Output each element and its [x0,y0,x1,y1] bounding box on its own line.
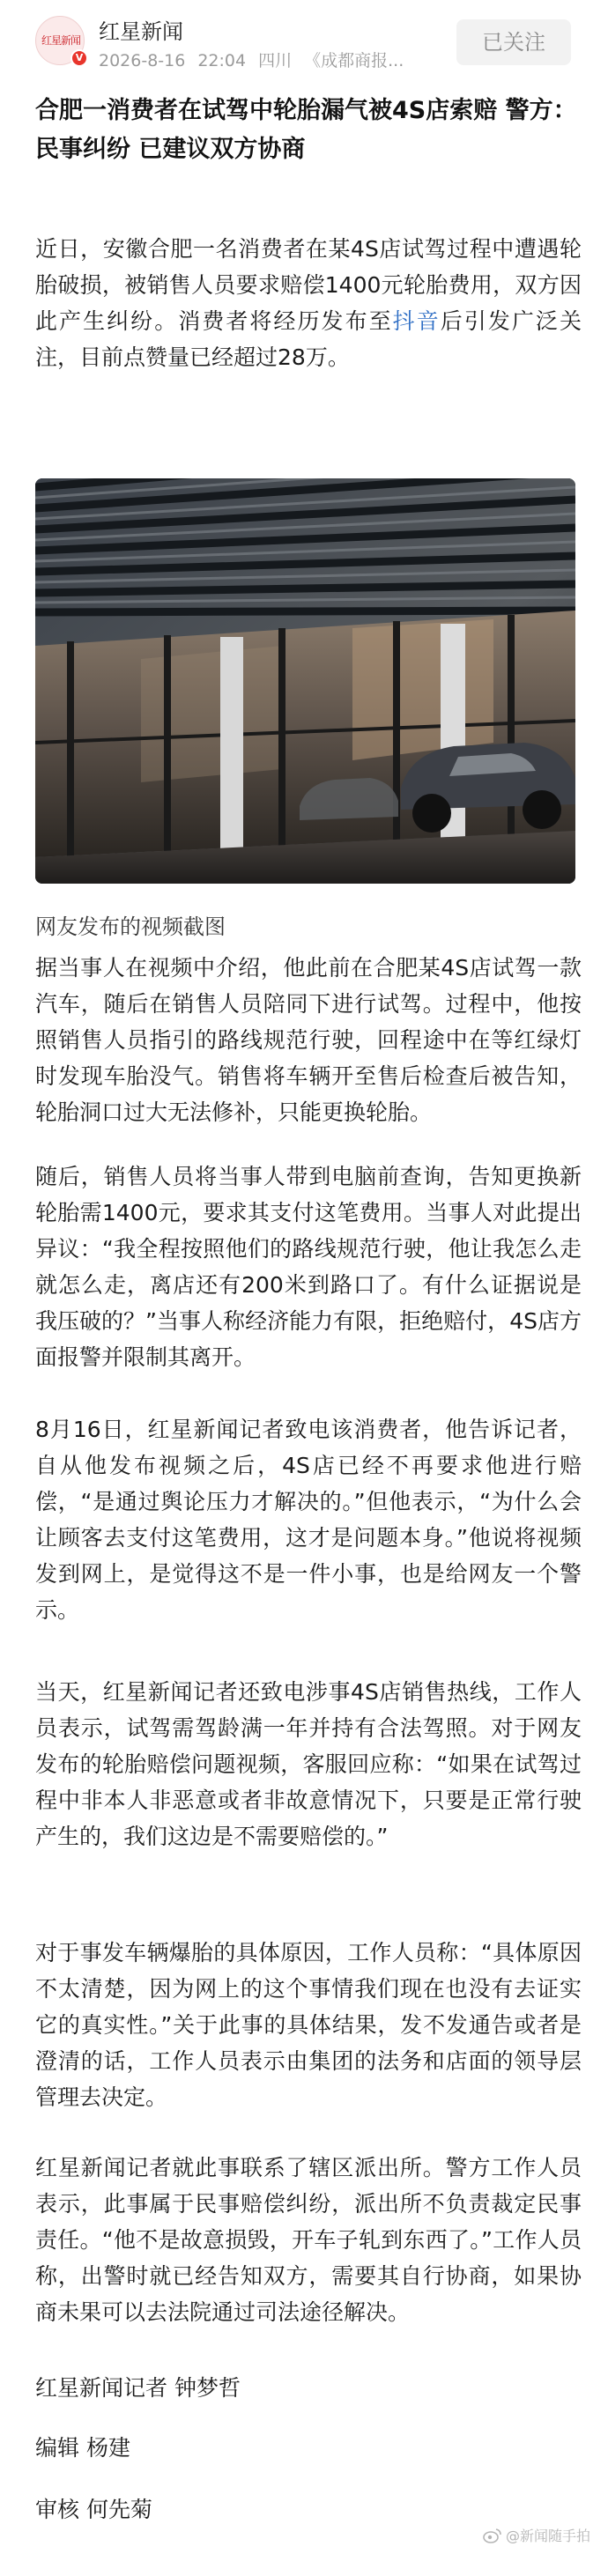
verified-badge-icon: V [70,49,88,67]
avatar-logo-text: 红星新闻 [41,34,80,47]
weibo-icon [483,2528,502,2543]
paragraph-2: 随后，销售人员将当事人带到电脑前查询，告知更换新轮胎需1400元，要求其支付这笔费用。当事人对此提出异议：“我全程按照他们的路线规范行驶，他让我怎么走就怎么走，离店还有200米到路口了。有什么证据说是我压破的？”当事人称经济能力有限，拒绝赔付，4S店方面报警并限制其离开。 [35,1164,582,1370]
paragraph-3: 8月16日，红星新闻记者致电该消费者，他告诉记者，自从他发布视频之后，4S店已经不再要求他进行赔偿，“是通过舆论压力才解决的。”但他表示，“为什么会让顾客去支付这笔费用，这才是问题本身。”他说将视频发到网上，是觉得这不是一件小事，也是给网友一个警示。 [35,1417,582,1623]
credit-reporter: 红星新闻记者 钟梦哲 [35,2375,241,2401]
watermark-text: @新闻随手拍 [506,2528,591,2544]
douyin-link[interactable]: 抖音 [392,308,441,334]
paragraph-5: 对于事发车辆爆胎的具体原因，工作人员称：“具体原因不太清楚，因为网上的这个事情我们现在也没有去证实它的真实性。”关于此事的具体结果，发不发通告或者是澄清的话，工作人员表示由集团的法务和店面的领导层管理去决定。 [35,1940,582,2110]
credit-reviewer: 审核 何先菊 [35,2497,152,2522]
intro-text-1: 近日，安徽合肥一名消费者在某4S店试驾过程中遭遇轮胎破损，被销售人员要求赔偿1400元轮胎费用，双方因此产生纠纷。消费者将经历发布至 [35,236,582,334]
intro-paragraph [35,231,582,375]
author-header [0,0,608,79]
video-screenshot-image [35,478,575,884]
account-name[interactable]: 红星新闻 [99,19,183,44]
post-source: 《成都商报... [304,51,404,70]
post-time: 22:04 [197,51,247,70]
paragraph-4: 当天，红星新闻记者还致电涉事4S店销售热线，工作人员表示，试驾需驾龄满一年并持有合法驾照。对于网友发布的轮胎赔偿问题视频，客服回应称：“如果在试驾过程中非本人非恶意或者非故意情况下，只要是正常行驶产生的，我们这边是不需要赔偿的。” [35,1679,582,1849]
post-meta [99,48,416,71]
follow-button[interactable]: 已关注 [456,19,571,65]
post-location: 四川 [258,51,293,70]
paragraph-1: 据当事人在视频中介绍，他此前在合肥某4S店试驾一款汽车，随后在销售人员陪同下进行试驾。过程中，他按照销售人员指引的路线规范行驶，回程途中在等红绿灯时发现车胎没气。销售将车辆开至售后检查后被告知，轮胎洞口过大无法修补，只能更换轮胎。 [35,955,582,1125]
credit-editor: 编辑 杨建 [35,2435,130,2461]
intro-text-2: 后引发广泛关注，目前点赞量已经超过28万。 [35,308,582,370]
post-date: 2026-8-16 [99,51,186,70]
article-photo[interactable] [35,478,575,884]
weibo-watermark [483,2525,590,2545]
article-title: 合肥一消费者在试驾中轮胎漏气被4S店索赔 警方：民事纠纷 已建议双方协商 [35,97,577,163]
image-caption: 网友发布的视频截图 [35,914,226,939]
paragraph-6: 红星新闻记者就此事联系了辖区派出所。警方工作人员表示，此事属于民事赔偿纠纷，派出所不负责裁定民事责任。“他不是故意损毁，开车子轧到东西了。”工作人员称，出警时就已经告知双方，需要其自行协商，如果协商未果可以去法院通过司法途径解决。 [35,2155,582,2325]
